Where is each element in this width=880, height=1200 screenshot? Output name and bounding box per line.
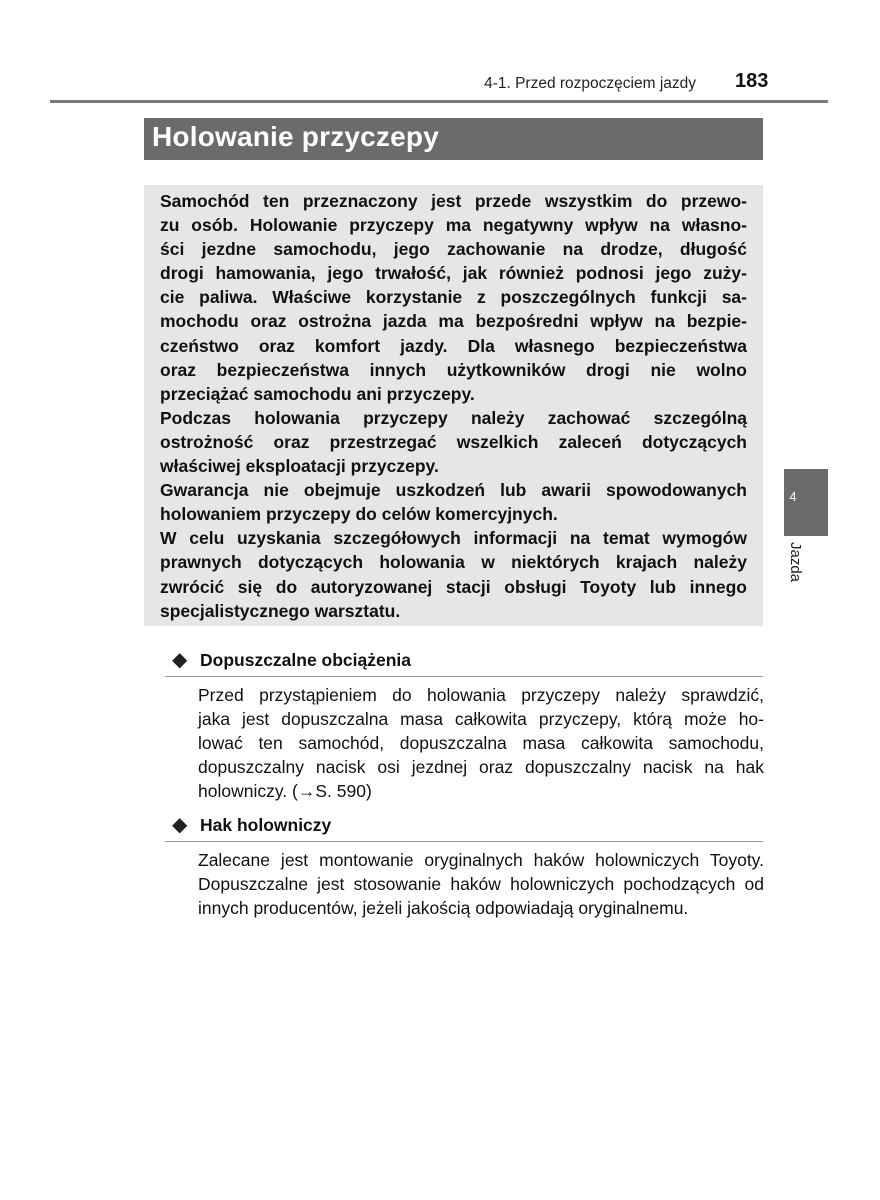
- intro-line: właściwej eksploatacji przyczepy.: [160, 456, 439, 477]
- diamond-bullet-icon: ◆: [172, 814, 188, 836]
- section-rule: [165, 676, 763, 677]
- intro-text: [160, 189, 747, 623]
- section-heading-label: Dopuszczalne obciążenia: [200, 650, 412, 670]
- intro-line: mochodu oraz ostrożna jazda ma bezpośredni wpływ na bezpie-: [160, 311, 747, 332]
- intro-line: ści jezdne samochodu, jego zachowanie na drodze, długość: [160, 239, 747, 260]
- chapter-number: 4: [789, 489, 797, 504]
- body-line: Przed przystąpieniem do holowania przyczepy należy sprawdzić,: [198, 685, 764, 705]
- intro-line: Gwarancja nie obejmuje uszkodzeń lub awarii spowodowanych: [160, 480, 747, 501]
- chapter-label: Jazda: [787, 542, 804, 583]
- page-title: Holowanie przyczepy: [152, 121, 439, 152]
- body-line: Dopuszczalne jest stosowanie haków holowniczych pochodzących od: [198, 874, 764, 895]
- body-line: jaka jest dopuszczalna masa całkowita przyczepy, którą może ho-: [198, 709, 764, 730]
- body-line: innych producentów, jeżeli jakością odpowiadają oryginalnemu.: [198, 898, 689, 919]
- intro-line: drogi hamowania, jego trwałość, jak również podnosi jego zuży-: [160, 263, 747, 284]
- section-body-load-limits: [198, 683, 764, 803]
- page-number: 183: [735, 70, 769, 92]
- intro-line: cie paliwa. Właściwe korzystanie z poszczególnych funkcji sa-: [160, 287, 747, 308]
- intro-line: W celu uzyskania szczegółowych informacji na temat wymogów: [160, 528, 747, 549]
- section-heading-tow-hitch: [172, 813, 763, 843]
- intro-line: Podczas holowania przyczepy należy zachować szczególną: [160, 407, 747, 428]
- intro-line: prawnych dotyczących holowania w niektórych krajach należy: [160, 552, 747, 573]
- intro-line: ostrożność oraz przestrzegać wszelkich zaleceń dotyczących: [160, 431, 747, 452]
- intro-box: [144, 185, 763, 626]
- intro-line: przeciążać samochodu ani przyczepy.: [160, 383, 475, 404]
- body-line: holowniczy. (→S. 590): [198, 781, 372, 802]
- intro-line: czeństwo oraz komfort jazdy. Dla własnego bezpieczeństwa: [160, 335, 747, 356]
- header-rule: [50, 100, 828, 103]
- section-heading-load-limits: [172, 648, 763, 678]
- intro-line: oraz bezpieczeństwa innych użytkowników drogi nie wolno: [160, 359, 747, 380]
- body-line: lować ten samochód, dopuszczalna masa całkowita samochodu,: [198, 733, 764, 754]
- running-header-section: 4-1. Przed rozpoczęciem jazdy: [484, 75, 696, 92]
- intro-line: zu osób. Holowanie przyczepy ma negatywny wpływ na własno-: [160, 215, 747, 236]
- intro-line: holowaniem przyczepy do celów komercyjnych.: [160, 504, 558, 525]
- title-bar: [144, 118, 763, 160]
- section-rule: [165, 841, 763, 842]
- body-line: Zalecane jest montowanie oryginalnych haków holowniczych Toyoty.: [198, 850, 764, 870]
- body-line: dopuszczalny nacisk osi jezdnej oraz dopuszczalny nacisk na hak: [198, 757, 764, 778]
- intro-line: zwrócić się do autoryzowanej stacji obsługi Toyoty lub innego: [160, 576, 747, 597]
- chapter-tab: [784, 469, 828, 536]
- intro-line: specjalistycznego warsztatu.: [160, 600, 401, 621]
- section-body-tow-hitch: [198, 848, 764, 920]
- section-heading-label: Hak holowniczy: [200, 815, 332, 835]
- intro-line: Samochód ten przeznaczony jest przede wszystkim do przewo-: [160, 191, 747, 211]
- diamond-bullet-icon: ◆: [172, 649, 188, 671]
